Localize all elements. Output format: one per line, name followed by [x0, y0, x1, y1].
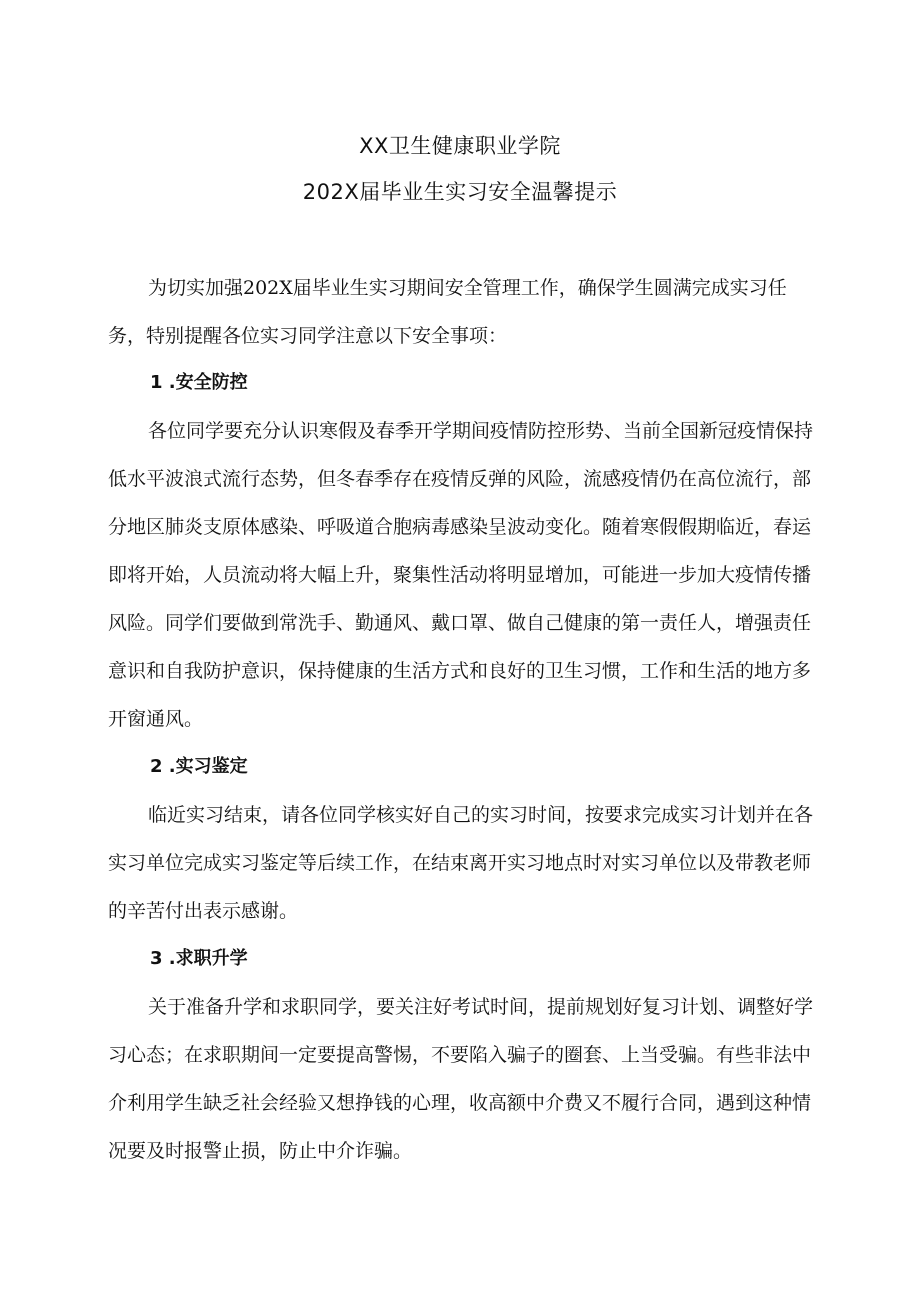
section-heading-safety: 1 .安全防控 [150, 372, 248, 393]
section-heading-appraisal: 2 .实习鉴定 [150, 756, 248, 777]
intro-paragraph: 为切实加强202X届毕业生实习期间安全管理工作，确保学生圆满完成实习任务，特别提醒各位实习同学注意以下安全事项： [108, 277, 787, 347]
section-paragraph-safety: 各位同学要充分认识寒假及春季开学期间疫情防控形势、当前全国新冠疫情保持低水平波浪式流行态势，但冬春季存在疫情反弹的风险，流感疫情仍在高位流行，部分地区肺炎支原体感染、呼吸道合胞病毒感染呈波动变化。随着寒假假期临近，春运即将开始，人员流动将大幅上升，聚集性活动将明显增加，可能进一步加大疫情传播风险。同学们要做到常洗手、勤通风、戴口罩、做自己健康的第一责任人，增强责任意识和自我防护意识，保持健康的生活方式和良好的卫生习惯，工作和生活的地方多开窗通风。 [108, 420, 814, 730]
document-title-notice: 202X届毕业生实习安全温馨提示 [302, 180, 618, 204]
section-heading-career: 3 .求职升学 [150, 948, 248, 969]
document-title-school: XX卫生健康职业学院 [359, 134, 561, 158]
section-paragraph-appraisal: 临近实习结束，请各位同学核实好自己的实习时间，按要求完成实习计划并在各实习单位完成实习鉴定等后续工作，在结束离开实习地点时对实习单位以及带教老师的辛苦付出表示感谢。 [108, 804, 814, 922]
section-paragraph-career: 关于准备升学和求职同学，要关注好考试时间，提前规划好复习计划、调整好学习心态；在求职期间一定要提高警惕，不要陷入骗子的圈套、上当受骗。有些非法中介利用学生缺乏社会经验又想挣钱的心理，收高额中介费又不履行合同，遇到这种情况要及时报警止损，防止中介诈骗。 [108, 996, 814, 1162]
